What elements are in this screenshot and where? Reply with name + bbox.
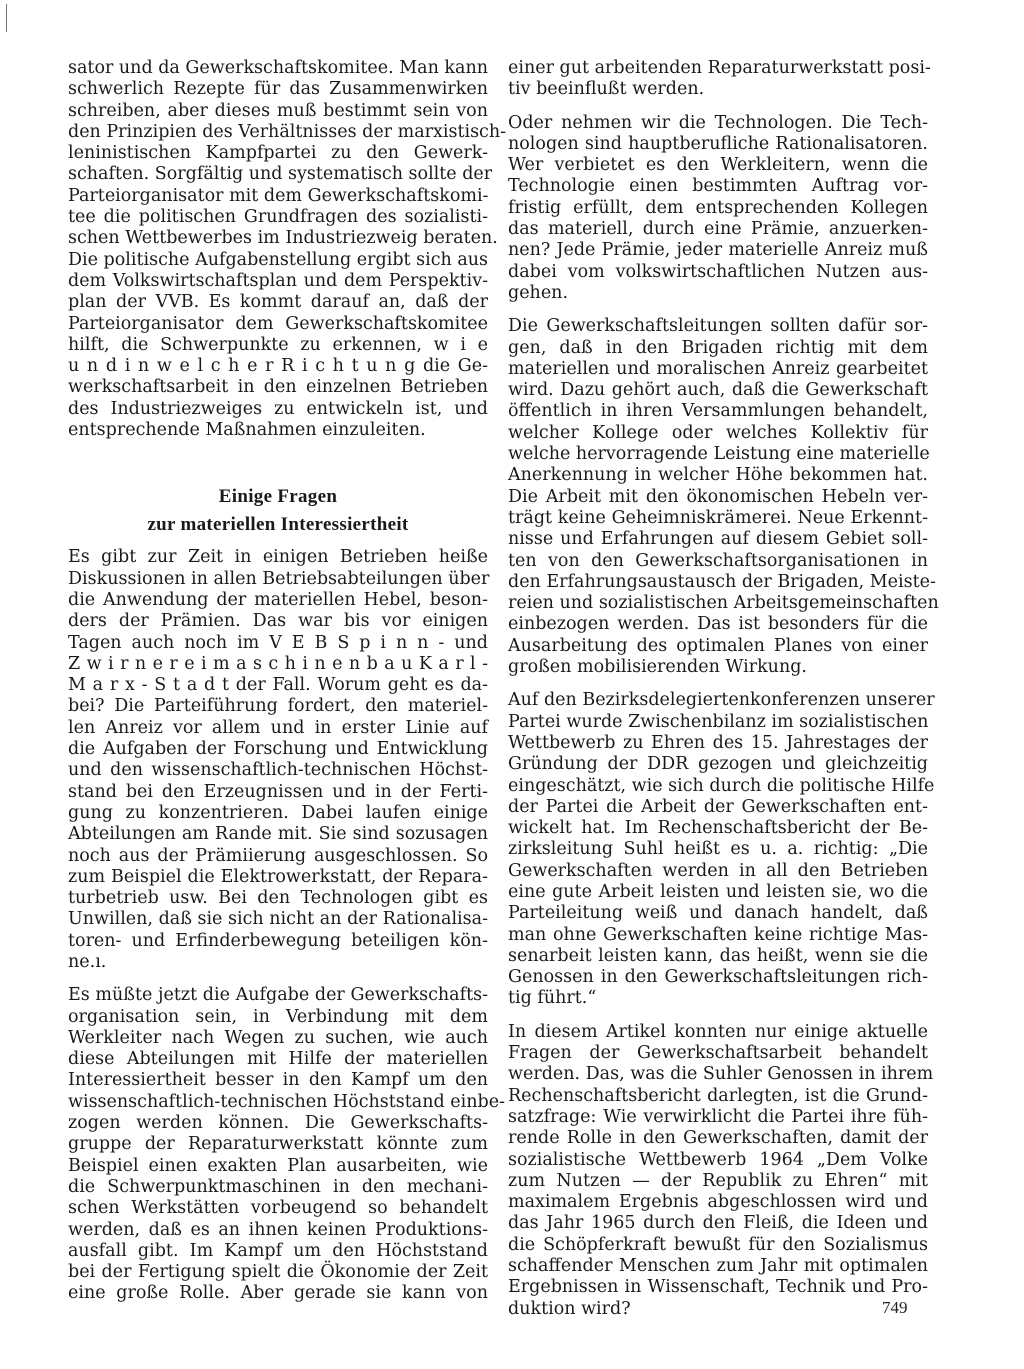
text-line: gehen. [508,282,569,303]
paragraph [68,985,505,1304]
text-line: trägt keine Geheimniskrämerei. Neue Erkennt- [508,507,928,528]
text-line: die Schwerpunktmaschinen in den mechani- [68,1176,488,1197]
paragraph [508,316,939,678]
text-line: tee die politischen Grundfragen des sozialisti- [68,207,488,228]
text-line: ne.ı. [68,951,107,972]
text-line: Wettbewerb zu Ehren des 15. Jahrestages der [508,732,928,753]
text-line: Parteiorganisator dem Gewerkschaftskomitee [68,313,488,334]
text-line: Gründung der DDR gezogen und gleichzeitig [508,754,928,775]
text-line: Wer verbietet es den Werkleitern, wenn die [508,155,928,176]
text-line: gruppe der Reparaturwerkstatt könnte zum [68,1134,488,1155]
text-line: Parteiorganisator mit dem Gewerkschaftskomi- [68,185,489,206]
text-line: zirksleitung Suhl heißt es u. a. richtig: „Die [508,839,928,860]
section-heading [68,483,488,539]
paragraph [508,58,931,101]
text-line: organisation sein, in Verbindung mit dem [68,1006,488,1027]
text-line: Anerkennung in welcher Höhe bekommen hat. [508,465,928,486]
text-line: Parteileitung weiß und danach handelt, daß [508,903,928,924]
text-line: zum Beispiel die Elektrowerkstatt, der Repara- [68,866,488,887]
text-line: diese Abteilungen mit Hilfe der materiellen [68,1049,488,1070]
text-line: Die Arbeit mit den ökonomischen Hebeln ver- [508,486,928,507]
heading-line: Einige Fragen [218,486,338,508]
text-line: bei der Fertigung spielt die Ökonomie der Zeit [68,1262,488,1283]
text-line: die Aufgaben der Forschung und Entwicklung [68,739,488,760]
right-column [508,58,939,1332]
text-line: tig führt.“ [508,988,597,1009]
text-line: eingeschätzt, wie sich durch die politische Hilfe [508,775,935,796]
text-line: gung zu konzentrieren. Dabei laufen einige [68,802,488,823]
paragraph [68,547,488,973]
text-line: das materiell, durch eine Prämie, anzuerken- [508,219,928,240]
text-line: eine gute Arbeit leisten und leisten sie, wo die [508,881,928,902]
text-line: großen mobilisierenden Wirkung. [508,657,807,678]
text-line: schen Wettbewerbes im Industriezweig beraten. [68,228,498,249]
text-line: u n d i n w e l c h e r R i c h t u n g die Ge- [68,356,488,377]
text-line: duktion wird? [508,1298,631,1319]
text-line: Auf den Bezirksdelegiertenkonferenzen unserer [508,690,935,711]
text-line: Genossen in den Gewerkschaftsleitungen rich- [508,967,928,988]
text-line: reien und sozialistischen Arbeitsgemeinschaften [508,593,939,614]
text-line: dabei vom volkswirtschaftlichen Nutzen aus- [508,261,928,282]
text-line: der Partei die Arbeit der Gewerkschaften ent- [508,796,928,817]
text-line: Z w i r n e r e i m a s c h i n e n b a u K a r l - [68,653,488,674]
text-line: fristig erfüllt, dem entsprechenden Kollegen [508,197,928,218]
text-line: Oder nehmen wir die Technologen. Die Tech- [508,112,928,133]
text-line: Interessiertheit besser in den Kampf um den [68,1070,488,1091]
text-line: Tagen auch noch im V E B S p i n n - und [68,632,488,653]
text-line: die Schöpferkraft bewußt für den Sozialismus [508,1234,928,1255]
text-line: zum Nutzen — der Republik zu Ehren“ mit [508,1170,928,1191]
text-line: leninistischen Kampfpartei zu den Gewerk- [68,143,488,164]
text-line: turbetrieb usw. Bei den Technologen gibt es [68,888,488,909]
text-line: Abteilungen am Rande mit. Sie sind sozusagen [68,824,488,845]
text-line: tiv beeinflußt werden. [508,79,705,100]
text-line: In diesem Artikel konnten nur einige aktuelle [508,1021,928,1042]
paragraph [508,113,928,305]
text-line: wickelt hat. Im Rechenschaftsbericht der Be- [508,818,928,839]
page-number: 749 [882,1298,908,1317]
text-line: welcher Kollege oder welches Kollektiv für [508,422,928,443]
text-line: schen Werkstätten vorbeugend so behandelt [68,1198,488,1219]
text-line: Ergebnissen in Wissenschaft, Technik und Pro- [508,1277,928,1298]
text-line: man ohne Gewerkschaften keine richtige Mas- [508,924,928,945]
text-line: rende Rolle in den Gewerkschaften, damit der [508,1128,928,1149]
text-line: bei? Die Parteiführung fordert, den materiel- [68,696,488,717]
text-line: werden. Das, was die Suhler Genossen in ihrem [508,1064,934,1085]
text-line: schaffender Menschen zum Jahr mit optimalen [508,1256,928,1277]
text-line: schwerlich Rezepte für das Zusammenwirken [68,79,488,100]
text-line: einer gut arbeitenden Reparaturwerkstatt posi- [508,58,931,78]
text-line: den Erfahrungsaustausch der Brigaden, Meiste- [508,571,936,592]
text-line: Es gibt zur Zeit in einigen Betrieben heiße [68,547,488,568]
text-line: eine große Rolle. Aber gerade sie kann von [68,1283,488,1304]
text-line: Es müßte jetzt die Aufgabe der Gewerkschafts- [68,985,488,1006]
text-line: materiellen und moralischen Anreiz gearbeitet [508,358,928,379]
text-line: wissenschaftlich-technischen Höchststand einbe- [68,1091,505,1112]
text-line: sator und da Gewerkschaftskomitee. Man kann [68,58,488,78]
text-line: Beispiel einen exakten Plan ausarbeiten, wie [68,1155,488,1176]
text-line: öffentlich in ihren Versammlungen behandelt, [508,401,928,422]
text-line: entsprechende Maßnahmen einzuleiten. [68,420,426,441]
text-line: hilft, die Schwerpunkte zu erkennen, w i e [68,334,488,355]
text-line: nologen sind hauptberufliche Rationalisatoren. [508,133,928,154]
text-line: Ausarbeitung des optimalen Planes von einer [508,635,928,656]
paragraph [68,58,507,441]
text-line: werden, daß es an ihnen keinen Produktions- [68,1219,488,1240]
text-line: noch aus der Prämiierung ausgeschlossen. So [68,845,488,866]
text-line: die Anwendung der materiellen Hebel, beson- [68,589,488,610]
text-line: senarbeit leisten kann, das heißt, wenn sie die [508,945,928,966]
text-line: einbezogen werden. Das ist besonders für die [508,614,928,635]
text-line: Gewerkschaften werden in all den Betrieben [508,860,928,881]
text-line: und den wissenschaftlich-technischen Höchst- [68,760,488,781]
text-line: toren- und Erfinderbewegung beteiligen kön- [68,930,488,951]
text-line: len Anreiz vor allem und in erster Linie auf [68,717,488,738]
text-line: welche hervorragende Leistung eine materielle [508,444,930,465]
text-line: den Prinzipien des Verhältnisses der marxistisch- [68,121,507,142]
text-line: ten von den Gewerkschaftsorganisationen in [508,550,928,571]
text-line: satzfrage: Wie verwirklicht die Partei ihre füh- [508,1106,928,1127]
text-line: Werkleiter nach Wegen zu suchen, wie auch [68,1027,488,1048]
text-line: M a r x - S t a d t der Fall. Worum geht es da- [68,675,488,696]
text-line: Die Gewerkschaftsleitungen sollten dafür sor- [508,316,928,337]
scan-mark [6,4,7,32]
text-line: Fragen der Gewerkschaftsarbeit behandelt [508,1043,928,1064]
text-line: maximalem Ergebnis abgeschlossen wird und [508,1192,928,1213]
text-line: stand bei den Erzeugnissen und in der Ferti- [68,781,488,802]
paragraph [508,1021,934,1320]
text-line: ausfall gibt. Im Kampf um den Höchststand [68,1240,488,1261]
paragraph [508,690,935,1009]
text-line: zogen werden können. Die Gewerkschafts- [68,1113,488,1134]
text-line: gen, daß in den Brigaden richtig mit dem [508,337,928,358]
text-line: plan der VVB. Es kommt darauf an, daß der [68,292,488,313]
left-column [68,58,507,1317]
text-line: schreiben, aber dieses muß bestimmt sein von [68,100,488,121]
heading-line: zur materiellen Interessiertheit [147,514,409,536]
text-line: sozialistische Wettbewerb 1964 „Dem Volke [508,1149,928,1170]
text-line: das Jahr 1965 durch den Fleiß, die Ideen und [508,1213,928,1234]
text-line: nisse und Erfahrungen auf diesem Gebiet soll- [508,529,928,550]
text-line: werkschaftsarbeit in den einzelnen Betrieben [68,377,488,398]
text-line: Unwillen, daß sie sich nicht an der Rationalisa- [68,909,488,930]
text-line: dem Volkswirtschaftsplan und dem Perspektiv- [68,270,488,291]
text-line: Partei wurde Zwischenbilanz im sozialistischen [508,711,929,732]
text-line: Rechenschaftsbericht darlegten, ist die Grund- [508,1085,928,1106]
text-line: nen? Jede Prämie, jeder materielle Anreiz muß [508,240,928,261]
text-line: ders der Prämien. Das war bis vor einigen [68,611,488,632]
text-line: Die politische Aufgabenstellung ergibt sich aus [68,249,489,270]
text-line: des Industriezweiges zu entwickeln ist, und [68,398,488,419]
text-line: wird. Dazu gehört auch, daß die Gewerkschaft [508,380,928,401]
text-line: Technologie einen bestimmten Auftrag vor- [508,176,928,197]
text-line: Diskussionen in allen Betriebsabteilungen über [68,568,490,589]
text-line: schaften. Sorgfältig und systematisch sollte der [68,164,493,185]
